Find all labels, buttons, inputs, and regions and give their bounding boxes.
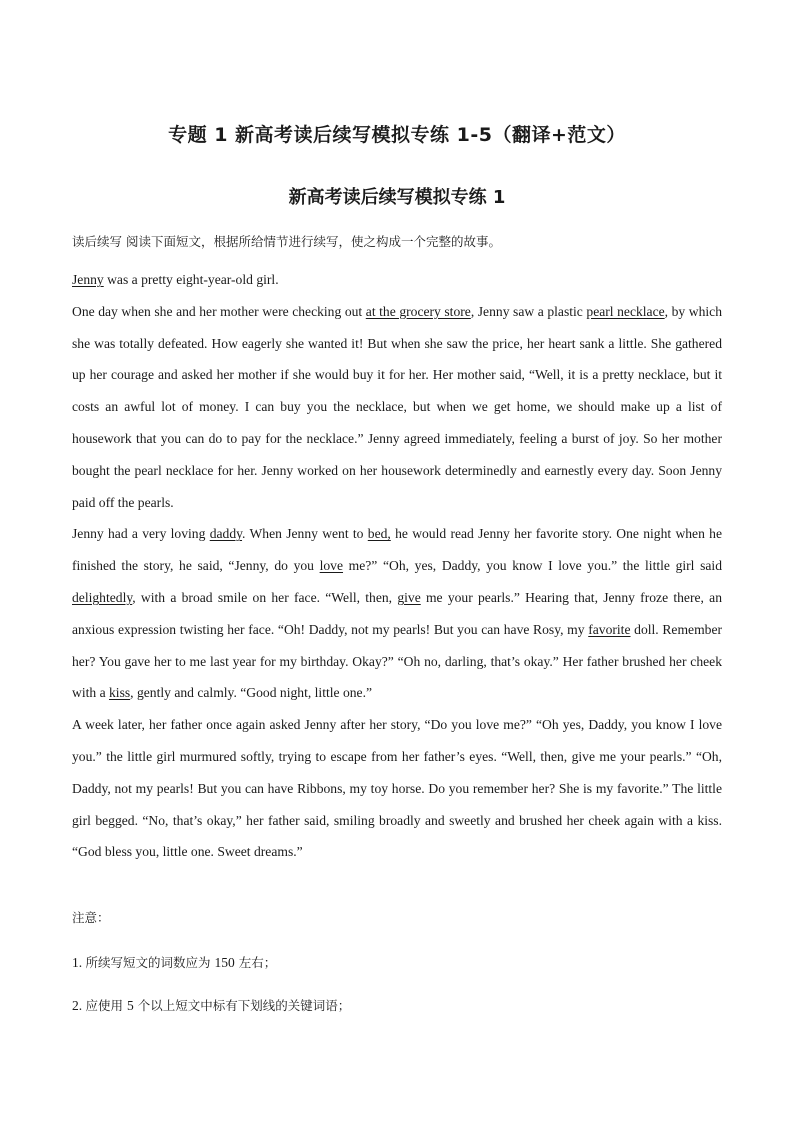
- story-text-segment: was a pretty eight-year-old girl.: [103, 272, 279, 287]
- note-item-1: [72, 953, 276, 971]
- note-text: 应使用: [85, 998, 127, 1013]
- notes-heading: 注意：: [72, 910, 110, 925]
- story-paragraph-1: [72, 264, 722, 296]
- story-text-segment: , by which she was totally defeated. How eagerly she wanted it! But when she saw the price, her heart sank a little. She gathered up her courage and asked her mother if she would buy it for her. Her mother said, “Well, it is a pretty necklace, but it costs an awful lot of money. I can buy you the necklace, but when we get home, we should make up a list of housework that you can do to pay for the necklace.” Jenny agreed immediately, feeling a burst of joy. So her mother bought the pearl necklace for her. Jenny worked on her housework determinedly and earnestly every day. Soon Jenny paid off the pearls.: [72, 303, 722, 510]
- document-title: 专题 1 新高考读后续写模拟专练 1-5（翻译+范文）: [168, 124, 626, 146]
- story-text-segment: doll. Remember her? You gave her to me last year for my birthday. Okay?” “Oh no, darling, that’s okay.” Her father brushed her cheek with a: [72, 621, 723, 701]
- note-number: 2.: [72, 998, 86, 1013]
- story-text-segment: Jenny had a very loving: [72, 526, 210, 542]
- keyword-delightedly: delightedly: [72, 589, 133, 605]
- story-text-segment: , Jenny saw a plastic: [470, 303, 587, 319]
- story-text-segment: , gently and calmly. “Good night, little one.”: [130, 685, 373, 701]
- note-item-2: [72, 996, 350, 1014]
- keyword-jenny: Jenny: [72, 272, 104, 287]
- story-text-segment: . When Jenny went to: [242, 526, 368, 542]
- keyword-grocery-store: at the grocery store: [365, 303, 471, 319]
- note-value: 5: [126, 998, 134, 1013]
- note-text: 左右；: [234, 955, 277, 970]
- story-paragraph-2: [72, 296, 722, 519]
- story-text: [72, 264, 722, 868]
- document-subtitle: 新高考读后续写模拟专练 1: [288, 187, 506, 208]
- keyword-bed: bed,: [367, 526, 391, 542]
- note-value: 150: [214, 955, 235, 970]
- note-text: 个以上短文中标有下划线的关键词语；: [133, 998, 351, 1013]
- story-text-segment: me?” “Oh, yes, Daddy, you know I love you.” the little girl said: [343, 558, 722, 574]
- note-text: 所续写短文的词数应为: [85, 955, 215, 970]
- keyword-daddy: daddy: [209, 526, 243, 542]
- story-text-segment: me your pearls.” Hearing that, Jenny froze there, an anxious expression twisting her face. “Oh! Daddy, not my pearls! But you can have Rosy, my: [72, 589, 722, 637]
- note-number: 1.: [72, 955, 86, 970]
- keyword-favorite: favorite: [588, 621, 631, 637]
- story-paragraph-4: A week later, her father once again asked Jenny after her story, “Do you love me?” “Oh yes, Daddy, you know I love you.” the little girl murmured softly, trying to escape from her father’s eyes. “Well, then, give me your pearls.” “Oh, Daddy, not my pearls! But you can have Ribbons, my toy horse. Do you remember her? She is my favorite.” The little girl begged. “No, that’s okay,” her father said, smiling broadly and sweetly and brushed her cheek again with a kiss. “God bless you, little one. Sweet dreams.”: [72, 717, 722, 860]
- keyword-pearl-necklace: pearl necklace: [586, 303, 665, 319]
- story-text-segment: he would read Jenny her favorite story. One night when he finished the story, he said, “Jenny, do you: [72, 526, 723, 574]
- story-paragraph-3: [72, 518, 722, 709]
- keyword-love: love: [319, 558, 344, 574]
- keyword-give: give: [397, 589, 421, 605]
- keyword-kiss: kiss: [109, 685, 131, 701]
- task-instruction: 读后续写 阅读下面短文，根据所给情节进行续写，使之构成一个完整的故事。: [72, 234, 501, 249]
- story-text-segment: One day when she and her mother were checking out: [72, 303, 366, 319]
- story-text-segment: , with a broad smile on her face. “Well, then,: [132, 589, 398, 605]
